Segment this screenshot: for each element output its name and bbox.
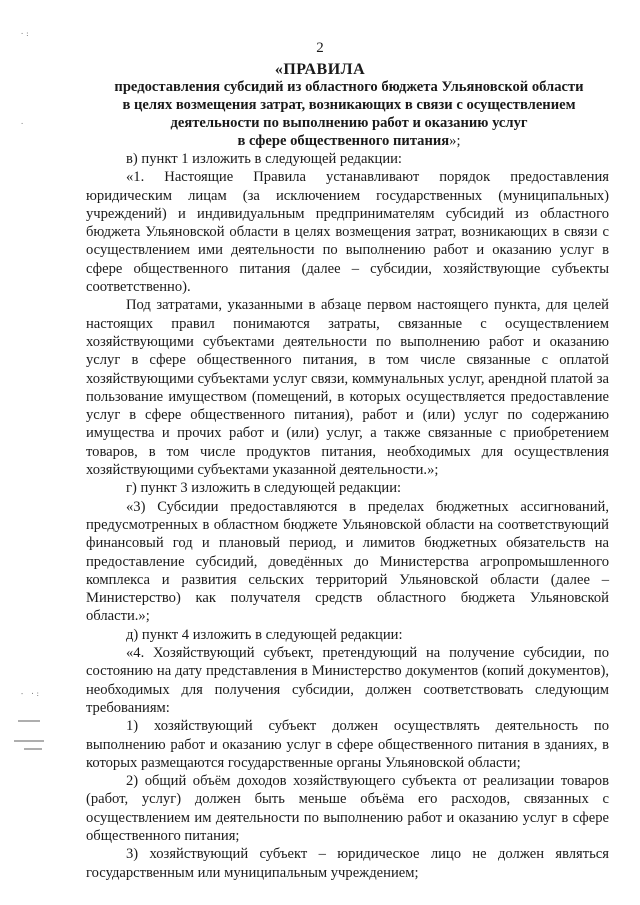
subtitle-line: в целях возмещения затрат, возникающих в связи с осуществлением	[122, 97, 576, 113]
paragraph: 1) хозяйствующий субъект должен осуществлять деятельность по выполнению работ и оказанию услуг в сфере общественного питания в зданиях, в которых размещаются государственные органы Ульяновской области;	[86, 718, 609, 771]
paragraph: Под затратами, указанными в абзаце первом настоящего пункта, для целей настоящих правил понимаются затраты, связанные с осуществлением хозяйствующими субъектами деятельности по выполнению работ и оказанию услуг в сфере общественного питания, в том числе связанные с оплатой хозяйствующими субъектами услуг связи, коммунальных услуг, арендной платой за пользование имуществом (помещений, в которых осуществляется предоставление услуг в сфере общественного питания), работ и (или) услуг по содержанию имущества и прочих работ и (или) услуг, а также связанные с приобретением товаров, в том числе продуктов питания, необходимых для осуществления хозяйствующими субъектами указанной деятельности.»;	[86, 297, 609, 479]
document-body	[86, 150, 609, 882]
subtitle-line: предоставления субсидий из областного бюджета Ульяновской области	[114, 79, 584, 95]
scan-noise: ·:	[20, 30, 31, 38]
paragraph: 2) общий объём доходов хозяйствующего субъекта от реализации товаров (работ, услуг) должен быть меньше объёма его расходов, связанных с осуществлением им деятельности по выполнению работ и оказанию услуг в сфере общественного питания;	[86, 773, 609, 844]
scan-artifact	[14, 740, 44, 742]
paragraph: г) пункт 3 изложить в следующей редакции:	[126, 480, 402, 497]
paragraph: 3) хозяйствующий субъект – юридическое лицо не должен являться государственным или муниципальным учреждением;	[86, 846, 609, 881]
paragraph: д) пункт 4 изложить в следующей редакции:	[126, 626, 403, 643]
document-title: «ПРАВИЛА	[274, 61, 366, 78]
page-number: 2	[316, 40, 324, 56]
document-subtitle	[60, 78, 638, 150]
scan-noise: - ·:	[20, 690, 41, 698]
subtitle-line: деятельности по выполнению работ и оказанию услуг	[170, 115, 528, 131]
paragraph: «4. Хозяйствующий субъект, претендующий на получение субсидии, по состоянию на дату представления в Министерство документов (копий документов), необходимых для получения субсидии, должен соответствовать следующим требованиям:	[86, 645, 609, 716]
subtitle-line: в сфере общественного питания»;	[237, 133, 461, 149]
subtitle-tail: »;	[449, 133, 461, 149]
scan-noise: ·	[20, 120, 26, 128]
scan-artifact	[18, 720, 40, 722]
paragraph: «3) Субсидии предоставляются в пределах бюджетных ассигнований, предусмотренных в областном бюджете Ульяновской области на соответствующий финансовый год и плановый период, и лимитов бюджетных обязательств на предоставление субсидий, доведённых до Министерства агропромышленного комплекса и развития сельских территорий Ульяновской области (далее – Министерство) как получателя средств областного бюджета Ульяновской области.»;	[86, 498, 609, 625]
paragraph: «1. Настоящие Правила устанавливают порядок предоставления юридическим лицам (за исключением государственных (муниципальных) учреждений) и индивидуальным предпринимателям субсидий из областного бюджета Ульяновской области в целях возмещения затрат, возникающих в связи с осуществлением ими деятельности по выполнению работ и оказанию услуг в сфере общественного питания (далее – субсидии, хозяйствующие субъекты соответственно).	[86, 169, 609, 296]
scan-artifact	[24, 748, 42, 750]
paragraph: в) пункт 1 изложить в следующей редакции:	[126, 151, 402, 167]
